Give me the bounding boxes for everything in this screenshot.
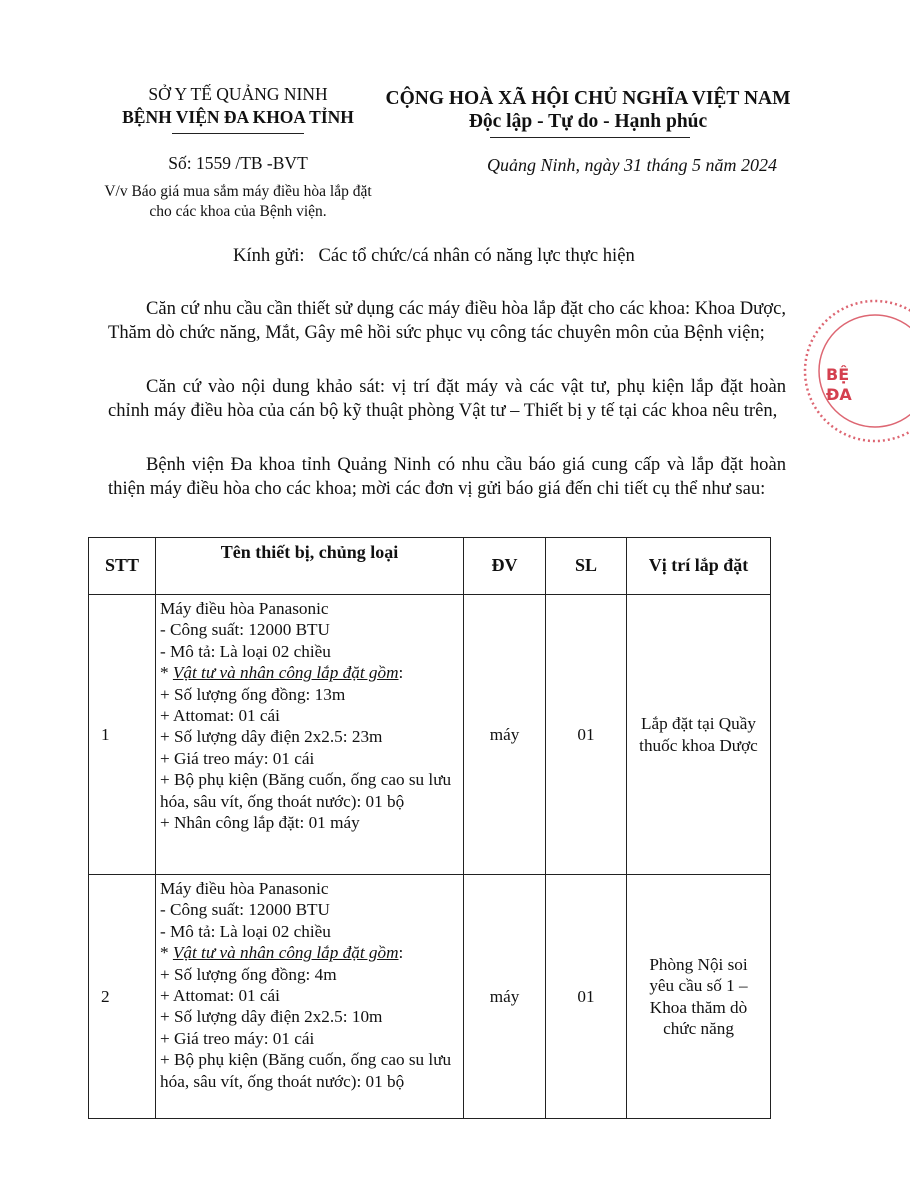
stamp-text-a: BỆ (826, 365, 850, 384)
quotation-table (88, 537, 771, 1119)
salutation-recipient: Các tổ chức/cá nhân có năng lực thực hiện (318, 245, 635, 266)
hospital-underline (172, 133, 304, 134)
official-stamp-icon (800, 296, 910, 446)
header-location: Vị trí lắp đặt (627, 538, 771, 595)
header-stt: STT (89, 538, 156, 595)
document-number: Số: 1559 /TB -BVT (168, 153, 308, 173)
materials-heading-text: Vật tư và nhân công lắp đặt gồm (172, 663, 399, 683)
desc-materials-heading (160, 662, 459, 683)
desc-line: - Công suất: 12000 BTU (160, 900, 330, 920)
row-qty: 01 (546, 595, 627, 875)
desc-line: Máy điều hòa Panasonic (160, 599, 329, 618)
issue-date: Quảng Ninh, ngày 31 tháng 5 năm 2024 (487, 155, 777, 175)
row-unit: máy (464, 595, 546, 875)
salutation-label: Kính gửi: (233, 245, 305, 266)
motto-underline (490, 137, 690, 138)
desc-line: + Attomat: 01 cái (160, 706, 280, 726)
paragraph-2: Căn cứ vào nội dung khảo sát: vị trí đặt máy và các vật tư, phụ kiện lắp đặt hoàn chỉnh máy điều hòa của cán bộ kỹ thuật phòng Vật tư – Thiết bị y tế tại các khoa nêu trên, (108, 376, 786, 421)
row-description (156, 875, 464, 1119)
row-description (156, 595, 464, 875)
desc-line: - Mô tả: Là loại 02 chiều (160, 641, 331, 661)
salutation (233, 245, 635, 267)
desc-line: - Công suất: 12000 BTU (160, 620, 330, 640)
materials-heading-text: Vật tư và nhân công lắp đặt gồm (172, 943, 399, 963)
header-name: Tên thiết bị, chủng loại (156, 538, 464, 595)
subject (88, 182, 388, 221)
stamp-text-b: ĐA (826, 385, 852, 404)
department-name: SỞ Y TẾ QUẢNG NINH (148, 84, 328, 104)
desc-line: - Mô tả: Là loại 02 chiều (160, 921, 331, 941)
row-location: Phòng Nội soi yêu cầu số 1 – Khoa thăm dò chức năng (627, 875, 771, 1119)
desc-line: + Số lượng dây điện 2x2.5: 10m (160, 1007, 383, 1027)
national-motto: Độc lập - Tự do - Hạnh phúc (468, 111, 708, 132)
row-location: Lắp đặt tại Quầy thuốc khoa Dược (627, 595, 771, 875)
table-row (89, 875, 771, 1119)
table-row (89, 595, 771, 875)
paragraph-3: Bệnh viện Đa khoa tỉnh Quảng Ninh có nhu cầu báo giá cung cấp và lắp đặt hoàn thiện máy điều hòa cho các khoa; mời các đơn vị gửi báo giá đến chi tiết cụ thể như sau: (108, 454, 786, 499)
desc-line: + Số lượng ống đồng: 4m (160, 964, 337, 984)
header-qty: SL (546, 538, 627, 595)
country-name: CỘNG HOÀ XÃ HỘI CHỦ NGHĨA VIỆT NAM (385, 88, 791, 109)
desc-line: + Nhân công lắp đặt: 01 máy (160, 813, 360, 833)
desc-line: + Số lượng dây điện 2x2.5: 23m (160, 727, 383, 747)
desc-line: + Số lượng ống đồng: 13m (160, 684, 346, 704)
desc-line: Máy điều hòa Panasonic (160, 879, 329, 898)
row-unit: máy (464, 875, 546, 1119)
colon: : (398, 943, 404, 963)
row-stt: 1 (89, 595, 156, 875)
paragraph-1: Căn cứ nhu cầu cần thiết sử dụng các máy điều hòa lắp đặt cho các khoa: Khoa Dược, Thăm dò chức năng, Mắt, Gây mê hồi sức phục vụ công tác chuyên môn của Bệnh viện; (108, 298, 786, 343)
hospital-name: BỆNH VIỆN ĐA KHOA TỈNH (122, 107, 354, 127)
desc-line: + Attomat: 01 cái (160, 986, 280, 1006)
subject-line-2: cho các khoa của Bệnh viện. (149, 202, 327, 220)
colon: : (398, 663, 404, 683)
bullet: * (160, 943, 173, 963)
header-unit: ĐV (464, 538, 546, 595)
subject-line-1: V/v Báo giá mua sắm máy điều hòa lắp đặt (104, 183, 372, 200)
desc-line: + Bộ phụ kiện (Băng cuốn, ống cao su lưu hóa, sâu vít, ống thoát nước): 01 bộ (160, 1050, 452, 1091)
bullet: * (160, 663, 173, 683)
row-stt: 2 (89, 875, 156, 1119)
desc-line: + Giá treo máy: 01 cái (160, 748, 315, 768)
desc-line: + Bộ phụ kiện (Băng cuốn, ống cao su lưu hóa, sâu vít, ống thoát nước): 01 bộ (160, 770, 452, 811)
desc-materials-heading (160, 942, 459, 963)
table-header-row (89, 538, 771, 595)
desc-line: + Giá treo máy: 01 cái (160, 1028, 315, 1048)
row-qty: 01 (546, 875, 627, 1119)
